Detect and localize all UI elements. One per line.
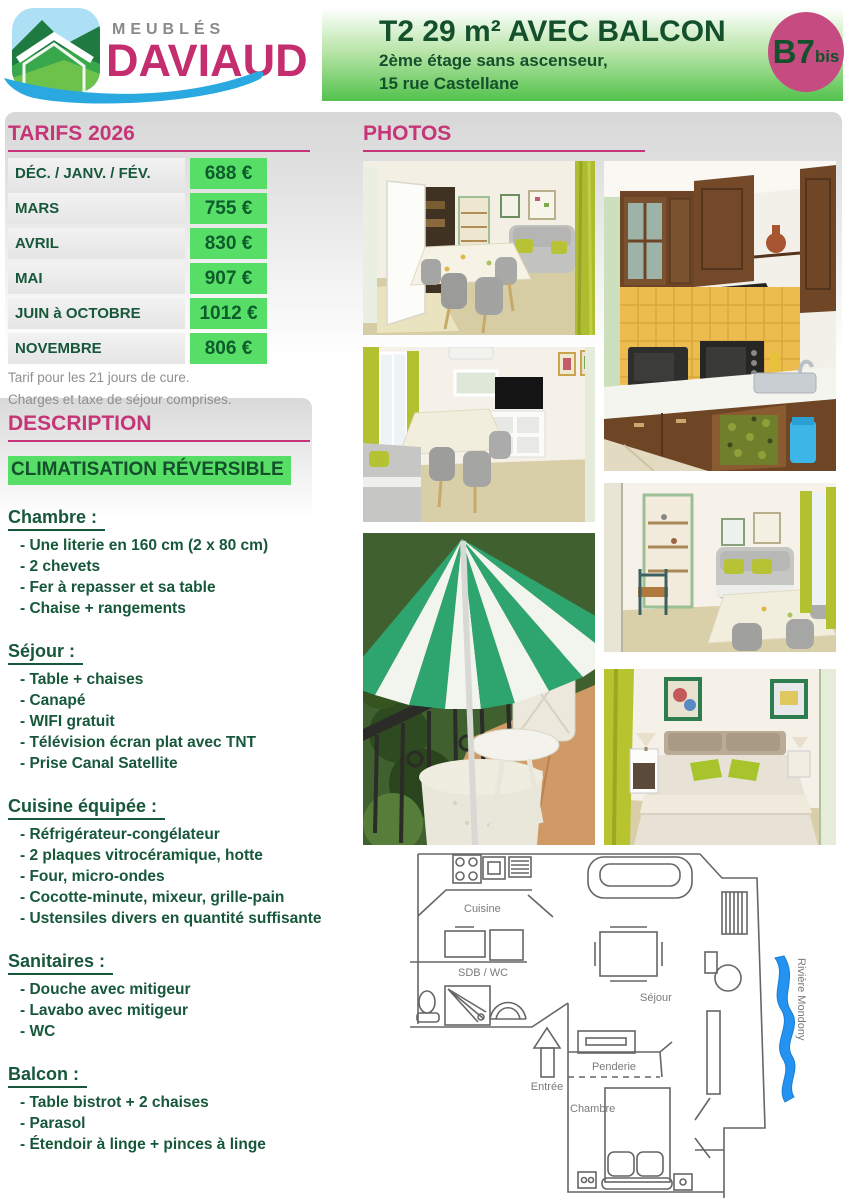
list-item: - 2 plaques vitrocéramique, hotte: [20, 847, 263, 864]
list-item: - Chaise + rangements: [20, 600, 186, 617]
badge-code: B7: [772, 33, 815, 70]
table-row: [8, 158, 310, 189]
photo-sejour-table: [363, 161, 595, 335]
tarifs-section: [8, 122, 310, 410]
group-title: Cuisine équipée :: [8, 796, 165, 820]
month-label: MAI: [8, 263, 185, 294]
plan-label-sdb-wc: SDB / WC: [458, 967, 509, 979]
month-label: AVRIL: [8, 228, 185, 259]
photo-salon-tv: [363, 347, 595, 522]
list-item: - Ustensiles divers en quantité suffisante: [20, 910, 322, 927]
list-item: - Télévision écran plat avec TNT: [20, 734, 257, 751]
list-item: - 2 chevets: [20, 558, 101, 575]
group-title: Sanitaires :: [8, 951, 113, 975]
apartment-badge: [768, 12, 844, 92]
group-cuisine: [8, 796, 360, 929]
page-subtitle-1: 2ème étage sans ascenseur,: [379, 51, 608, 70]
header-title-box: [322, 8, 843, 101]
month-label: DÉC. / JANV. / FÉV.: [8, 158, 185, 189]
price-value: 830 €: [190, 228, 267, 259]
logo-mountain-icon: [12, 8, 100, 92]
description-section: [8, 412, 360, 1155]
month-label: NOVEMBRE: [8, 333, 185, 364]
photos-heading: PHOTOS: [363, 122, 645, 152]
tarifs-table: [8, 158, 310, 364]
plan-label-sejour: Séjour: [640, 992, 672, 1004]
list-item: - WC: [20, 1023, 56, 1040]
price-value: 688 €: [190, 158, 267, 189]
group-balcon: [8, 1064, 360, 1155]
plan-label-riviere: Rivière Mondony: [795, 958, 807, 1041]
page-subtitle-2: 15 rue Castellane: [379, 74, 519, 93]
price-value: 1012 €: [190, 298, 267, 329]
tarifs-note: Tarif pour les 21 jours de cure.: [8, 370, 190, 385]
group-chambre: [8, 507, 360, 619]
list-item: - WIFI gratuit: [20, 713, 115, 730]
table-row: [8, 263, 310, 294]
table-row: [8, 228, 310, 259]
table-row: [8, 193, 310, 224]
group-title: Chambre :: [8, 507, 105, 531]
group-sanitaires: [8, 951, 360, 1042]
river-shape: [775, 956, 795, 1102]
photo-balcon-parasol: [363, 533, 595, 845]
badge-suffix: bis: [814, 47, 840, 66]
description-heading: DESCRIPTION: [8, 412, 310, 442]
list-item: - Étendoir à linge + pinces à linge: [20, 1136, 266, 1153]
page-title: T2 29 m² AVEC BALCON: [379, 15, 726, 48]
plan-label-cuisine: Cuisine: [464, 903, 501, 915]
group-title: Séjour :: [8, 641, 83, 665]
plan-label-entree: Entrée: [530, 1081, 564, 1093]
list-item: - Cocotte-minute, mixeur, grille-pain: [20, 889, 285, 906]
list-item: - Réfrigérateur-congélateur: [20, 826, 220, 843]
photos-section-heading: [363, 122, 645, 152]
group-sejour: [8, 641, 360, 774]
list-item: - Parasol: [20, 1115, 86, 1132]
price-value: 907 €: [190, 263, 267, 294]
tarifs-note: Charges et taxe de séjour comprises.: [8, 392, 232, 407]
list-item: - Table + chaises: [20, 671, 144, 688]
month-label: JUIN à OCTOBRE: [8, 298, 185, 329]
list-item: - Une literie en 160 cm (2 x 80 cm): [20, 537, 269, 554]
list-item: - Table bistrot + 2 chaises: [20, 1094, 209, 1111]
plan-label-chambre: Chambre: [570, 1103, 616, 1115]
photo-cuisine: [604, 161, 836, 471]
list-item: - Lavabo avec mitigeur: [20, 1002, 188, 1019]
list-item: - Canapé: [20, 692, 86, 709]
month-label: MARS: [8, 193, 185, 224]
brand-name-text: DAVIAUD: [106, 35, 308, 86]
brand-top-text: MEUBLÉS: [112, 21, 226, 38]
climatisation-highlight: CLIMATISATION RÉVERSIBLE: [8, 456, 291, 485]
photo-salon-canape: [604, 483, 836, 652]
group-title: Balcon :: [8, 1064, 87, 1088]
table-row: [8, 298, 310, 329]
photo-chambre-lit: [604, 669, 836, 845]
table-row: [8, 333, 310, 364]
list-item: - Fer à repasser et sa table: [20, 579, 216, 596]
plan-label-penderie: Penderie: [591, 1061, 637, 1073]
daviaud-logo: [4, 4, 314, 104]
floor-plan: [410, 846, 847, 1200]
list-item: - Douche avec mitigeur: [20, 981, 191, 998]
tarifs-heading: TARIFS 2026: [8, 122, 310, 152]
list-item: - Prise Canal Satellite: [20, 755, 178, 772]
list-item: - Four, micro-ondes: [20, 868, 165, 885]
price-value: 806 €: [190, 333, 267, 364]
price-value: 755 €: [190, 193, 267, 224]
